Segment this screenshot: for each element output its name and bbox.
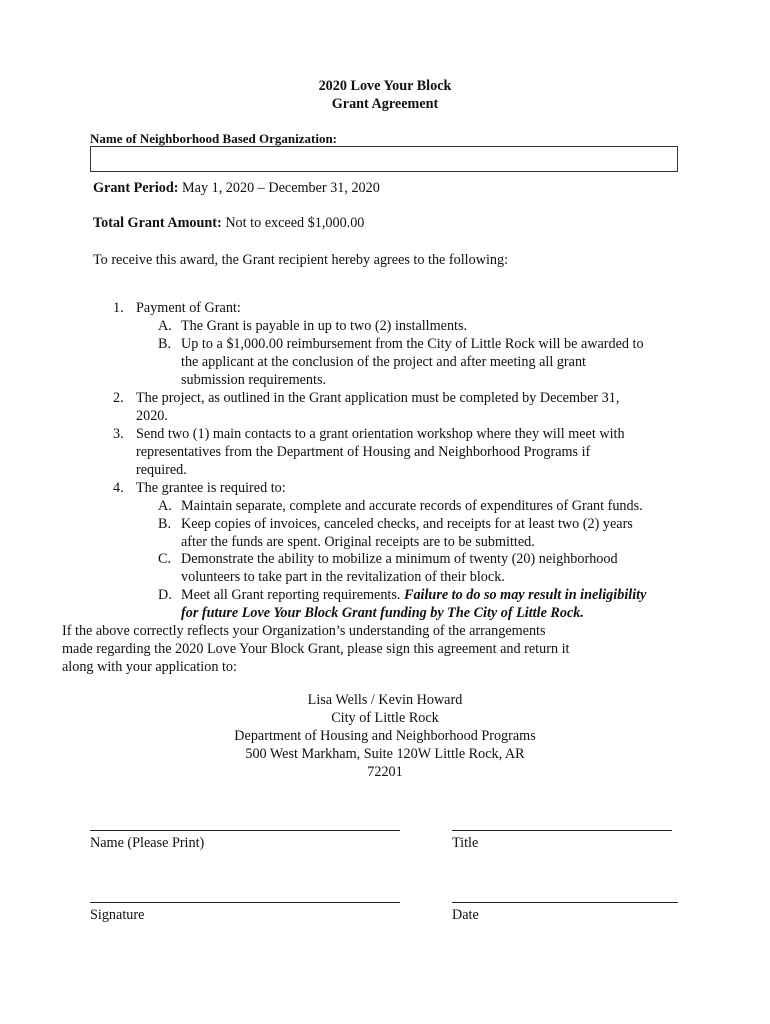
closing-line1: If the above correctly reflects your Organization’s understanding of the arrangements (62, 623, 546, 639)
item-1a-letter: A. (158, 318, 172, 334)
intro-text: To receive this award, the Grant recipient hereby agrees to the following: (93, 252, 509, 268)
grant-period (93, 179, 380, 197)
item-4b-letter: B. (158, 516, 172, 532)
date-label: Date (452, 907, 479, 923)
name-print-label: Name (Please Print) (90, 835, 205, 851)
total-amount-value: Not to exceed $1,000.00 (225, 215, 365, 231)
item-4d-line2: for future Love Your Block Grant funding by The City of Little Rock. (181, 605, 584, 621)
item-2-number: 2. (113, 390, 124, 406)
title-label: Title (452, 835, 479, 851)
address-org: City of Little Rock (331, 710, 439, 726)
item-4d-line1 (181, 586, 646, 604)
item-4b-line1: Keep copies of invoices, canceled checks, and receipts for at least two (2) years (181, 516, 633, 532)
org-name-label: Name of Neighborhood Based Organization: (90, 131, 337, 146)
item-4c-letter: C. (158, 551, 172, 567)
signature-label: Signature (90, 907, 145, 923)
title-signature-line[interactable] (452, 830, 672, 831)
closing-line3: along with your application to: (62, 659, 237, 675)
address-name: Lisa Wells / Kevin Howard (307, 692, 463, 708)
item-4c-line2: volunteers to take part in the revitalization of their block. (181, 569, 505, 585)
grant-period-label: Grant Period: (93, 180, 179, 196)
org-name-input[interactable] (90, 146, 678, 172)
address-zip: 72201 (367, 764, 403, 780)
item-4a-text: Maintain separate, complete and accurate records of expenditures of Grant funds. (181, 498, 643, 514)
item-3-line3: required. (136, 462, 187, 478)
date-line[interactable] (452, 902, 678, 903)
item-2-line2: 2020. (136, 408, 168, 424)
item-1-number: 1. (113, 300, 124, 316)
address-street: 500 West Markham, Suite 120W Little Rock, AR (245, 746, 525, 762)
item-4d-letter: D. (158, 587, 172, 603)
item-1b-letter: B. (158, 336, 172, 352)
item-1b-line2: the applicant at the conclusion of the project and after meeting all grant (181, 354, 586, 370)
total-amount-label: Total Grant Amount: (93, 215, 222, 231)
document-title-line1: 2020 Love Your Block (318, 78, 452, 94)
document-title-line2: Grant Agreement (331, 96, 439, 112)
item-4c-line1: Demonstrate the ability to mobilize a minimum of twenty (20) neighborhood (181, 551, 618, 567)
item-3-line2: representatives from the Department of Housing and Neighborhood Programs if (136, 444, 591, 460)
closing-line2: made regarding the 2020 Love Your Block Grant, please sign this agreement and return it (62, 641, 570, 657)
address-dept: Department of Housing and Neighborhood Programs (234, 728, 536, 744)
total-grant-amount (93, 214, 364, 232)
item-1a-text: The Grant is payable in up to two (2) installments. (181, 318, 468, 334)
item-1-text: Payment of Grant: (136, 300, 241, 316)
name-signature-line[interactable] (90, 830, 400, 831)
item-3-line1: Send two (1) main contacts to a grant orientation workshop where they will meet with (136, 426, 625, 442)
signature-line[interactable] (90, 902, 400, 903)
item-3-number: 3. (113, 426, 124, 442)
item-4a-letter: A. (158, 498, 172, 514)
item-1b-line3: submission requirements. (181, 372, 327, 388)
item-4d-emphasis: Failure to do so may result in ineligibility (403, 587, 647, 603)
item-1b-line1: Up to a $1,000.00 reimbursement from the City of Little Rock will be awarded to (181, 336, 644, 352)
item-4-text: The grantee is required to: (136, 480, 286, 496)
grant-period-value: May 1, 2020 – December 31, 2020 (182, 180, 380, 196)
item-4-number: 4. (113, 480, 124, 496)
item-2-line1: The project, as outlined in the Grant application must be completed by December 31, (136, 390, 620, 406)
item-4d-plain: Meet all Grant reporting requirements. (181, 587, 404, 603)
item-4b-line2: after the funds are spent. Original receipts are to be submitted. (181, 534, 535, 550)
